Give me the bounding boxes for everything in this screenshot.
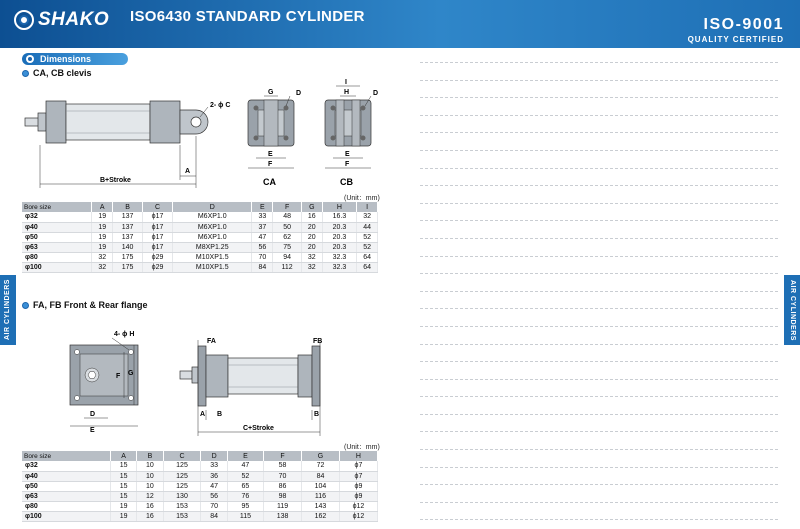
table-cell: 19 bbox=[92, 232, 113, 242]
ruled-line bbox=[420, 431, 778, 432]
table-cell: 10 bbox=[137, 461, 163, 471]
table-cell: ϕ9 bbox=[339, 481, 377, 491]
table-row bbox=[22, 471, 378, 481]
column-header: F bbox=[264, 451, 302, 461]
column-header: B bbox=[113, 202, 143, 212]
table-cell: 65 bbox=[227, 481, 263, 491]
table-cell: M10XP1.5 bbox=[173, 252, 252, 262]
column-header: H bbox=[322, 202, 357, 212]
table-cell: ϕ7 bbox=[339, 461, 377, 471]
table-cell: 32 bbox=[301, 262, 322, 272]
table-cell: 20.3 bbox=[322, 232, 357, 242]
label-A: A bbox=[185, 168, 191, 175]
table-cell: 125 bbox=[163, 461, 201, 471]
table-cell: 32 bbox=[301, 252, 322, 262]
flange-label-A: A bbox=[200, 411, 206, 418]
table-cell: 19 bbox=[92, 212, 113, 222]
cb-caption: CB bbox=[340, 177, 353, 187]
ca-end-view bbox=[248, 89, 301, 187]
table-cell: 20 bbox=[301, 222, 322, 232]
table-cell: 47 bbox=[201, 481, 227, 491]
table-cell: 137 bbox=[113, 232, 143, 242]
ruled-line bbox=[420, 62, 778, 63]
table-cell: ϕ17 bbox=[143, 242, 173, 252]
column-header: A bbox=[92, 202, 113, 212]
table-cell: 58 bbox=[264, 461, 302, 471]
table-row bbox=[22, 481, 378, 491]
ruled-line bbox=[420, 273, 778, 274]
page-title: ISO6430 STANDARD CYLINDER bbox=[130, 8, 365, 25]
table-cell: 10 bbox=[137, 481, 163, 491]
table-cell: 32.3 bbox=[322, 262, 357, 272]
table-cell: M8XP1.25 bbox=[173, 242, 252, 252]
label-4phiH: 4- ϕ H bbox=[114, 331, 135, 338]
table-header-row bbox=[22, 451, 378, 461]
column-header: I bbox=[357, 202, 378, 212]
table-cell: 15 bbox=[110, 471, 136, 481]
flange-label-FA: FA bbox=[207, 338, 216, 345]
table-row bbox=[22, 461, 378, 471]
ruled-line bbox=[420, 256, 778, 257]
cb-end-view bbox=[325, 79, 378, 187]
table-row bbox=[22, 222, 378, 232]
table-cell: ϕ9 bbox=[339, 491, 377, 501]
table-cell: 137 bbox=[113, 212, 143, 222]
ruled-line bbox=[420, 97, 778, 98]
table-cell: ϕ12 bbox=[339, 501, 377, 511]
table-row bbox=[22, 252, 378, 262]
table-cell: 70 bbox=[201, 501, 227, 511]
table-cell: 72 bbox=[302, 461, 340, 471]
flange-label-F: F bbox=[116, 373, 121, 380]
table-row bbox=[22, 212, 378, 222]
column-header: E bbox=[227, 451, 263, 461]
notes-ruled-area bbox=[420, 62, 778, 529]
ruled-line bbox=[420, 326, 778, 327]
table-cell: 143 bbox=[302, 501, 340, 511]
cb-label-E: E bbox=[345, 151, 350, 158]
clevis-spec-table bbox=[22, 202, 378, 273]
column-header: F bbox=[273, 202, 302, 212]
bullet-icon bbox=[22, 302, 29, 309]
cb-label-I: I bbox=[345, 79, 347, 86]
table-cell: M6XP1.0 bbox=[173, 212, 252, 222]
ruled-line bbox=[420, 361, 778, 362]
table-cell: 47 bbox=[252, 232, 273, 242]
table-cell: M10XP1.5 bbox=[173, 262, 252, 272]
table-cell: 36 bbox=[201, 471, 227, 481]
logo-text: SHAKO bbox=[38, 9, 110, 30]
table-cell: φ40 bbox=[22, 222, 92, 232]
table-cell: 32 bbox=[92, 262, 113, 272]
column-header: H bbox=[339, 451, 377, 461]
section-label: Dimensions bbox=[40, 54, 92, 64]
ruled-line bbox=[420, 115, 778, 116]
table-cell: 44 bbox=[357, 222, 378, 232]
flange-spec-table bbox=[22, 451, 378, 522]
table-cell: 19 bbox=[92, 222, 113, 232]
table-cell: 32 bbox=[92, 252, 113, 262]
table-cell: 175 bbox=[113, 262, 143, 272]
table-cell: 15 bbox=[110, 491, 136, 501]
clevis-title: CA, CB clevis bbox=[33, 68, 92, 78]
ruled-line bbox=[420, 185, 778, 186]
table-cell: φ100 bbox=[22, 511, 110, 521]
table-cell: 32.3 bbox=[322, 252, 357, 262]
table-cell: 125 bbox=[163, 471, 201, 481]
side-tab-right: AIR CYLINDERS bbox=[784, 275, 800, 345]
table-cell: 104 bbox=[302, 481, 340, 491]
table-cell: ϕ17 bbox=[143, 222, 173, 232]
table-cell: 98 bbox=[264, 491, 302, 501]
table-cell: 19 bbox=[92, 242, 113, 252]
flange-label-B2: B bbox=[314, 411, 320, 418]
flange-label-G: G bbox=[128, 370, 134, 377]
column-header: G bbox=[302, 451, 340, 461]
ruled-line bbox=[420, 80, 778, 81]
table-cell: φ80 bbox=[22, 252, 92, 262]
table-cell: 70 bbox=[252, 252, 273, 262]
ruled-line bbox=[420, 344, 778, 345]
table-cell: 20 bbox=[301, 232, 322, 242]
ruled-line bbox=[420, 396, 778, 397]
table-header-row bbox=[22, 202, 378, 212]
label-b-stroke: B+Stroke bbox=[100, 177, 131, 184]
table-cell: 56 bbox=[252, 242, 273, 252]
table-cell: 140 bbox=[113, 242, 143, 252]
iso-subtitle: QUALITY CERTIFIED bbox=[687, 35, 784, 44]
ruled-line bbox=[420, 484, 778, 485]
table-row bbox=[22, 242, 378, 252]
flange-subtitle bbox=[22, 300, 148, 310]
table-cell: M6XP1.0 bbox=[173, 222, 252, 232]
table-cell: φ32 bbox=[22, 461, 110, 471]
flange-title: FA, FB Front & Rear flange bbox=[33, 300, 148, 310]
table-cell: ϕ17 bbox=[143, 212, 173, 222]
table-cell: 84 bbox=[302, 471, 340, 481]
table-cell: 162 bbox=[302, 511, 340, 521]
table-row bbox=[22, 491, 378, 501]
table-cell: φ63 bbox=[22, 242, 92, 252]
flange-unit: (Unit：mm) bbox=[344, 444, 380, 451]
ca-label-E: E bbox=[268, 151, 273, 158]
table-cell: 16 bbox=[301, 212, 322, 222]
label-2phiC: 2- ϕ C bbox=[210, 102, 231, 109]
table-cell: φ100 bbox=[22, 262, 92, 272]
table-cell: φ40 bbox=[22, 471, 110, 481]
table-cell: 76 bbox=[227, 491, 263, 501]
table-row bbox=[22, 511, 378, 521]
ruled-line bbox=[420, 502, 778, 503]
ca-label-F: F bbox=[268, 161, 273, 168]
table-cell: φ63 bbox=[22, 491, 110, 501]
table-cell: 75 bbox=[273, 242, 302, 252]
table-cell: 10 bbox=[137, 471, 163, 481]
column-header: Bore size bbox=[22, 451, 110, 461]
column-header: C bbox=[163, 451, 201, 461]
table-cell: 19 bbox=[110, 501, 136, 511]
table-cell: 116 bbox=[302, 491, 340, 501]
table-cell: ϕ17 bbox=[143, 232, 173, 242]
side-tab-left: AIR CYLINDERS bbox=[0, 275, 16, 345]
flange-front-view bbox=[70, 331, 138, 434]
table-cell: 84 bbox=[201, 511, 227, 521]
flange-side-view bbox=[180, 338, 322, 436]
table-cell: 64 bbox=[357, 252, 378, 262]
column-header: G bbox=[301, 202, 322, 212]
table-cell: 115 bbox=[227, 511, 263, 521]
ruled-line bbox=[420, 467, 778, 468]
table-cell: 95 bbox=[227, 501, 263, 511]
ruled-line bbox=[420, 414, 778, 415]
column-header: E bbox=[252, 202, 273, 212]
ruled-line bbox=[420, 449, 778, 450]
table-cell: 62 bbox=[273, 232, 302, 242]
table-row bbox=[22, 232, 378, 242]
table-cell: 20 bbox=[301, 242, 322, 252]
table-cell: 138 bbox=[264, 511, 302, 521]
table-cell: 12 bbox=[137, 491, 163, 501]
ruled-line bbox=[420, 168, 778, 169]
table-cell: 48 bbox=[273, 212, 302, 222]
column-header: Bore size bbox=[22, 202, 92, 212]
table-cell: ϕ12 bbox=[339, 511, 377, 521]
column-header: A bbox=[110, 451, 136, 461]
ruled-line bbox=[420, 308, 778, 309]
flange-label-E: E bbox=[90, 427, 95, 434]
table-cell: 50 bbox=[273, 222, 302, 232]
table-cell: 84 bbox=[252, 262, 273, 272]
table-cell: ϕ7 bbox=[339, 471, 377, 481]
ruled-line bbox=[420, 291, 778, 292]
label-c-stroke: C+Stroke bbox=[243, 425, 274, 432]
table-cell: 175 bbox=[113, 252, 143, 262]
table-cell: 15 bbox=[110, 481, 136, 491]
column-header: D bbox=[173, 202, 252, 212]
column-header: B bbox=[137, 451, 163, 461]
table-cell: ϕ29 bbox=[143, 252, 173, 262]
table-cell: 20.3 bbox=[322, 242, 357, 252]
cb-label-F: F bbox=[345, 161, 350, 168]
table-cell: ϕ29 bbox=[143, 262, 173, 272]
table-cell: 37 bbox=[252, 222, 273, 232]
table-cell: 112 bbox=[273, 262, 302, 272]
table-cell: 32 bbox=[357, 212, 378, 222]
table-cell: 47 bbox=[227, 461, 263, 471]
table-cell: 15 bbox=[110, 461, 136, 471]
cb-label-D: D bbox=[373, 90, 379, 97]
table-cell: 19 bbox=[110, 511, 136, 521]
ruled-line bbox=[420, 519, 778, 520]
table-cell: φ80 bbox=[22, 501, 110, 511]
ca-caption: CA bbox=[263, 177, 276, 187]
table-cell: 94 bbox=[273, 252, 302, 262]
table-cell: 33 bbox=[201, 461, 227, 471]
table-cell: M6XP1.0 bbox=[173, 232, 252, 242]
table-row bbox=[22, 262, 378, 272]
table-cell: 33 bbox=[252, 212, 273, 222]
clevis-unit: (Unit：mm) bbox=[344, 195, 380, 202]
ruled-line bbox=[420, 238, 778, 239]
table-cell: 153 bbox=[163, 511, 201, 521]
table-cell: 130 bbox=[163, 491, 201, 501]
table-cell: 52 bbox=[357, 242, 378, 252]
column-header: D bbox=[201, 451, 227, 461]
ruled-line bbox=[420, 150, 778, 151]
table-cell: 119 bbox=[264, 501, 302, 511]
table-row bbox=[22, 501, 378, 511]
column-header: C bbox=[143, 202, 173, 212]
table-cell: 137 bbox=[113, 222, 143, 232]
table-cell: 86 bbox=[264, 481, 302, 491]
ruled-line bbox=[420, 203, 778, 204]
table-cell: 20.3 bbox=[322, 222, 357, 232]
table-cell: 56 bbox=[201, 491, 227, 501]
table-cell: φ50 bbox=[22, 232, 92, 242]
table-cell: 16 bbox=[137, 511, 163, 521]
cb-label-H: H bbox=[344, 89, 350, 96]
ca-label-D: D bbox=[296, 90, 302, 97]
table-cell: 52 bbox=[357, 232, 378, 242]
ruled-line bbox=[420, 220, 778, 221]
flange-label-FB: FB bbox=[313, 338, 323, 345]
flange-label-B: B bbox=[217, 411, 223, 418]
flange-label-D: D bbox=[90, 411, 96, 418]
ruled-line bbox=[420, 379, 778, 380]
ca-label-G: G bbox=[268, 89, 274, 96]
ruled-line bbox=[420, 132, 778, 133]
table-cell: 52 bbox=[227, 471, 263, 481]
table-cell: 125 bbox=[163, 481, 201, 491]
table-cell: φ32 bbox=[22, 212, 92, 222]
table-cell: 16 bbox=[137, 501, 163, 511]
iso-badge: ISO-9001 bbox=[703, 16, 784, 33]
table-cell: 153 bbox=[163, 501, 201, 511]
table-cell: 64 bbox=[357, 262, 378, 272]
clevis-cylinder-drawing bbox=[25, 101, 230, 188]
table-cell: φ50 bbox=[22, 481, 110, 491]
table-cell: 16.3 bbox=[322, 212, 357, 222]
table-cell: 70 bbox=[264, 471, 302, 481]
